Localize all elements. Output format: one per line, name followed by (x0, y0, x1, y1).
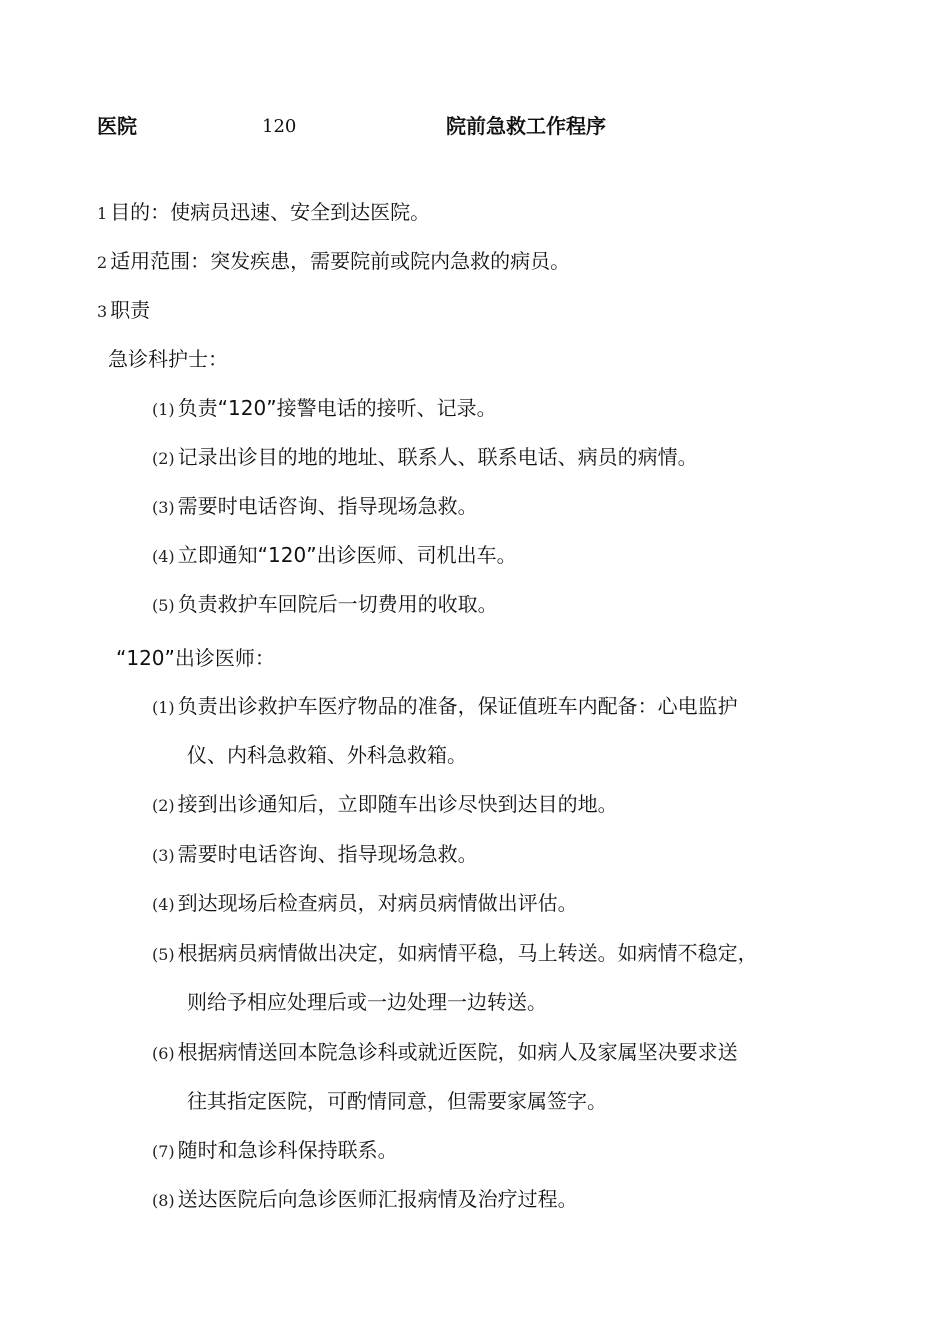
document-title: 院前急救工作程序 (446, 114, 606, 138)
item-text: 需要时电话咨询、指导现场急救。 (177, 842, 478, 866)
doctor-item (152, 939, 758, 969)
header-120: 120 (262, 116, 297, 137)
item-number: (8) (152, 1191, 175, 1210)
doctor-item-continuation: 往其指定医院，可酌情同意，但需要家属签字。 (187, 1089, 607, 1113)
doctor-item (152, 790, 618, 820)
item-text: 接到出诊通知后，立即随车出诊尽快到达目的地。 (177, 792, 618, 816)
doctor-item-continuation: 仪、内科急救箱、外科急救箱。 (187, 743, 467, 767)
item-text: 送达医院后向急诊医师汇报病情及治疗过程。 (177, 1187, 578, 1211)
item-text: 随时和急诊科保持联系。 (177, 1138, 398, 1162)
item-text: 负责“120”接警电话的接听、记录。 (177, 396, 497, 420)
section-duties (97, 296, 150, 326)
item-number: (4) (152, 547, 175, 566)
item-number: (3) (152, 498, 175, 517)
doctor-item (152, 840, 478, 870)
item-text: 根据病情送回本院急诊科或就近医院，如病人及家属坚决要求送 (177, 1040, 738, 1064)
section-text: 适用范围：突发疾患，需要院前或院内急救的病员。 (110, 249, 571, 273)
section-text: 目的：使病员迅速、安全到达医院。 (110, 200, 431, 224)
item-number: (1) (152, 698, 175, 717)
nurse-item (152, 541, 517, 571)
doctor-item (152, 889, 578, 919)
item-number: (5) (152, 596, 175, 615)
nurse-item (152, 443, 698, 473)
item-text: 负责救护车回院后一切费用的收取。 (177, 592, 498, 616)
doctor-heading: “120”出诊医师： (116, 646, 275, 670)
nurse-item (152, 492, 478, 522)
item-number: (1) (152, 400, 175, 419)
item-text: 到达现场后检查病员，对病员病情做出评估。 (177, 891, 578, 915)
item-number: (5) (152, 945, 175, 964)
section-number: 2 (97, 253, 108, 272)
nurse-heading: 急诊科护士： (108, 347, 228, 371)
doctor-item (152, 692, 738, 722)
doctor-item (152, 1038, 738, 1068)
doctor-item (152, 1136, 398, 1166)
nurse-item (152, 394, 497, 424)
doctor-item (152, 1185, 578, 1215)
nurse-item (152, 590, 498, 620)
item-text: 立即通知“120”出诊医师、司机出车。 (177, 543, 517, 567)
item-number: (2) (152, 449, 175, 468)
item-number: (6) (152, 1044, 175, 1063)
section-number: 1 (97, 204, 108, 223)
item-text: 需要时电话咨询、指导现场急救。 (177, 494, 478, 518)
item-number: (4) (152, 895, 175, 914)
item-number: (2) (152, 796, 175, 815)
section-purpose (97, 198, 430, 228)
item-number: (7) (152, 1142, 175, 1161)
item-number: (3) (152, 846, 175, 865)
section-text: 职责 (110, 298, 151, 322)
doctor-item-continuation: 则给予相应处理后或一边处理一边转送。 (187, 990, 547, 1014)
item-text: 负责出诊救护车医疗物品的准备，保证值班车内配备：心电监护 (177, 694, 738, 718)
section-number: 3 (97, 302, 108, 321)
item-text: 根据病员病情做出决定，如病情平稳，马上转送。如病情不稳定， (177, 941, 758, 965)
header-hospital: 医院 (97, 114, 137, 138)
section-scope (97, 247, 570, 277)
item-text: 记录出诊目的地的地址、联系人、联系电话、病员的病情。 (177, 445, 698, 469)
